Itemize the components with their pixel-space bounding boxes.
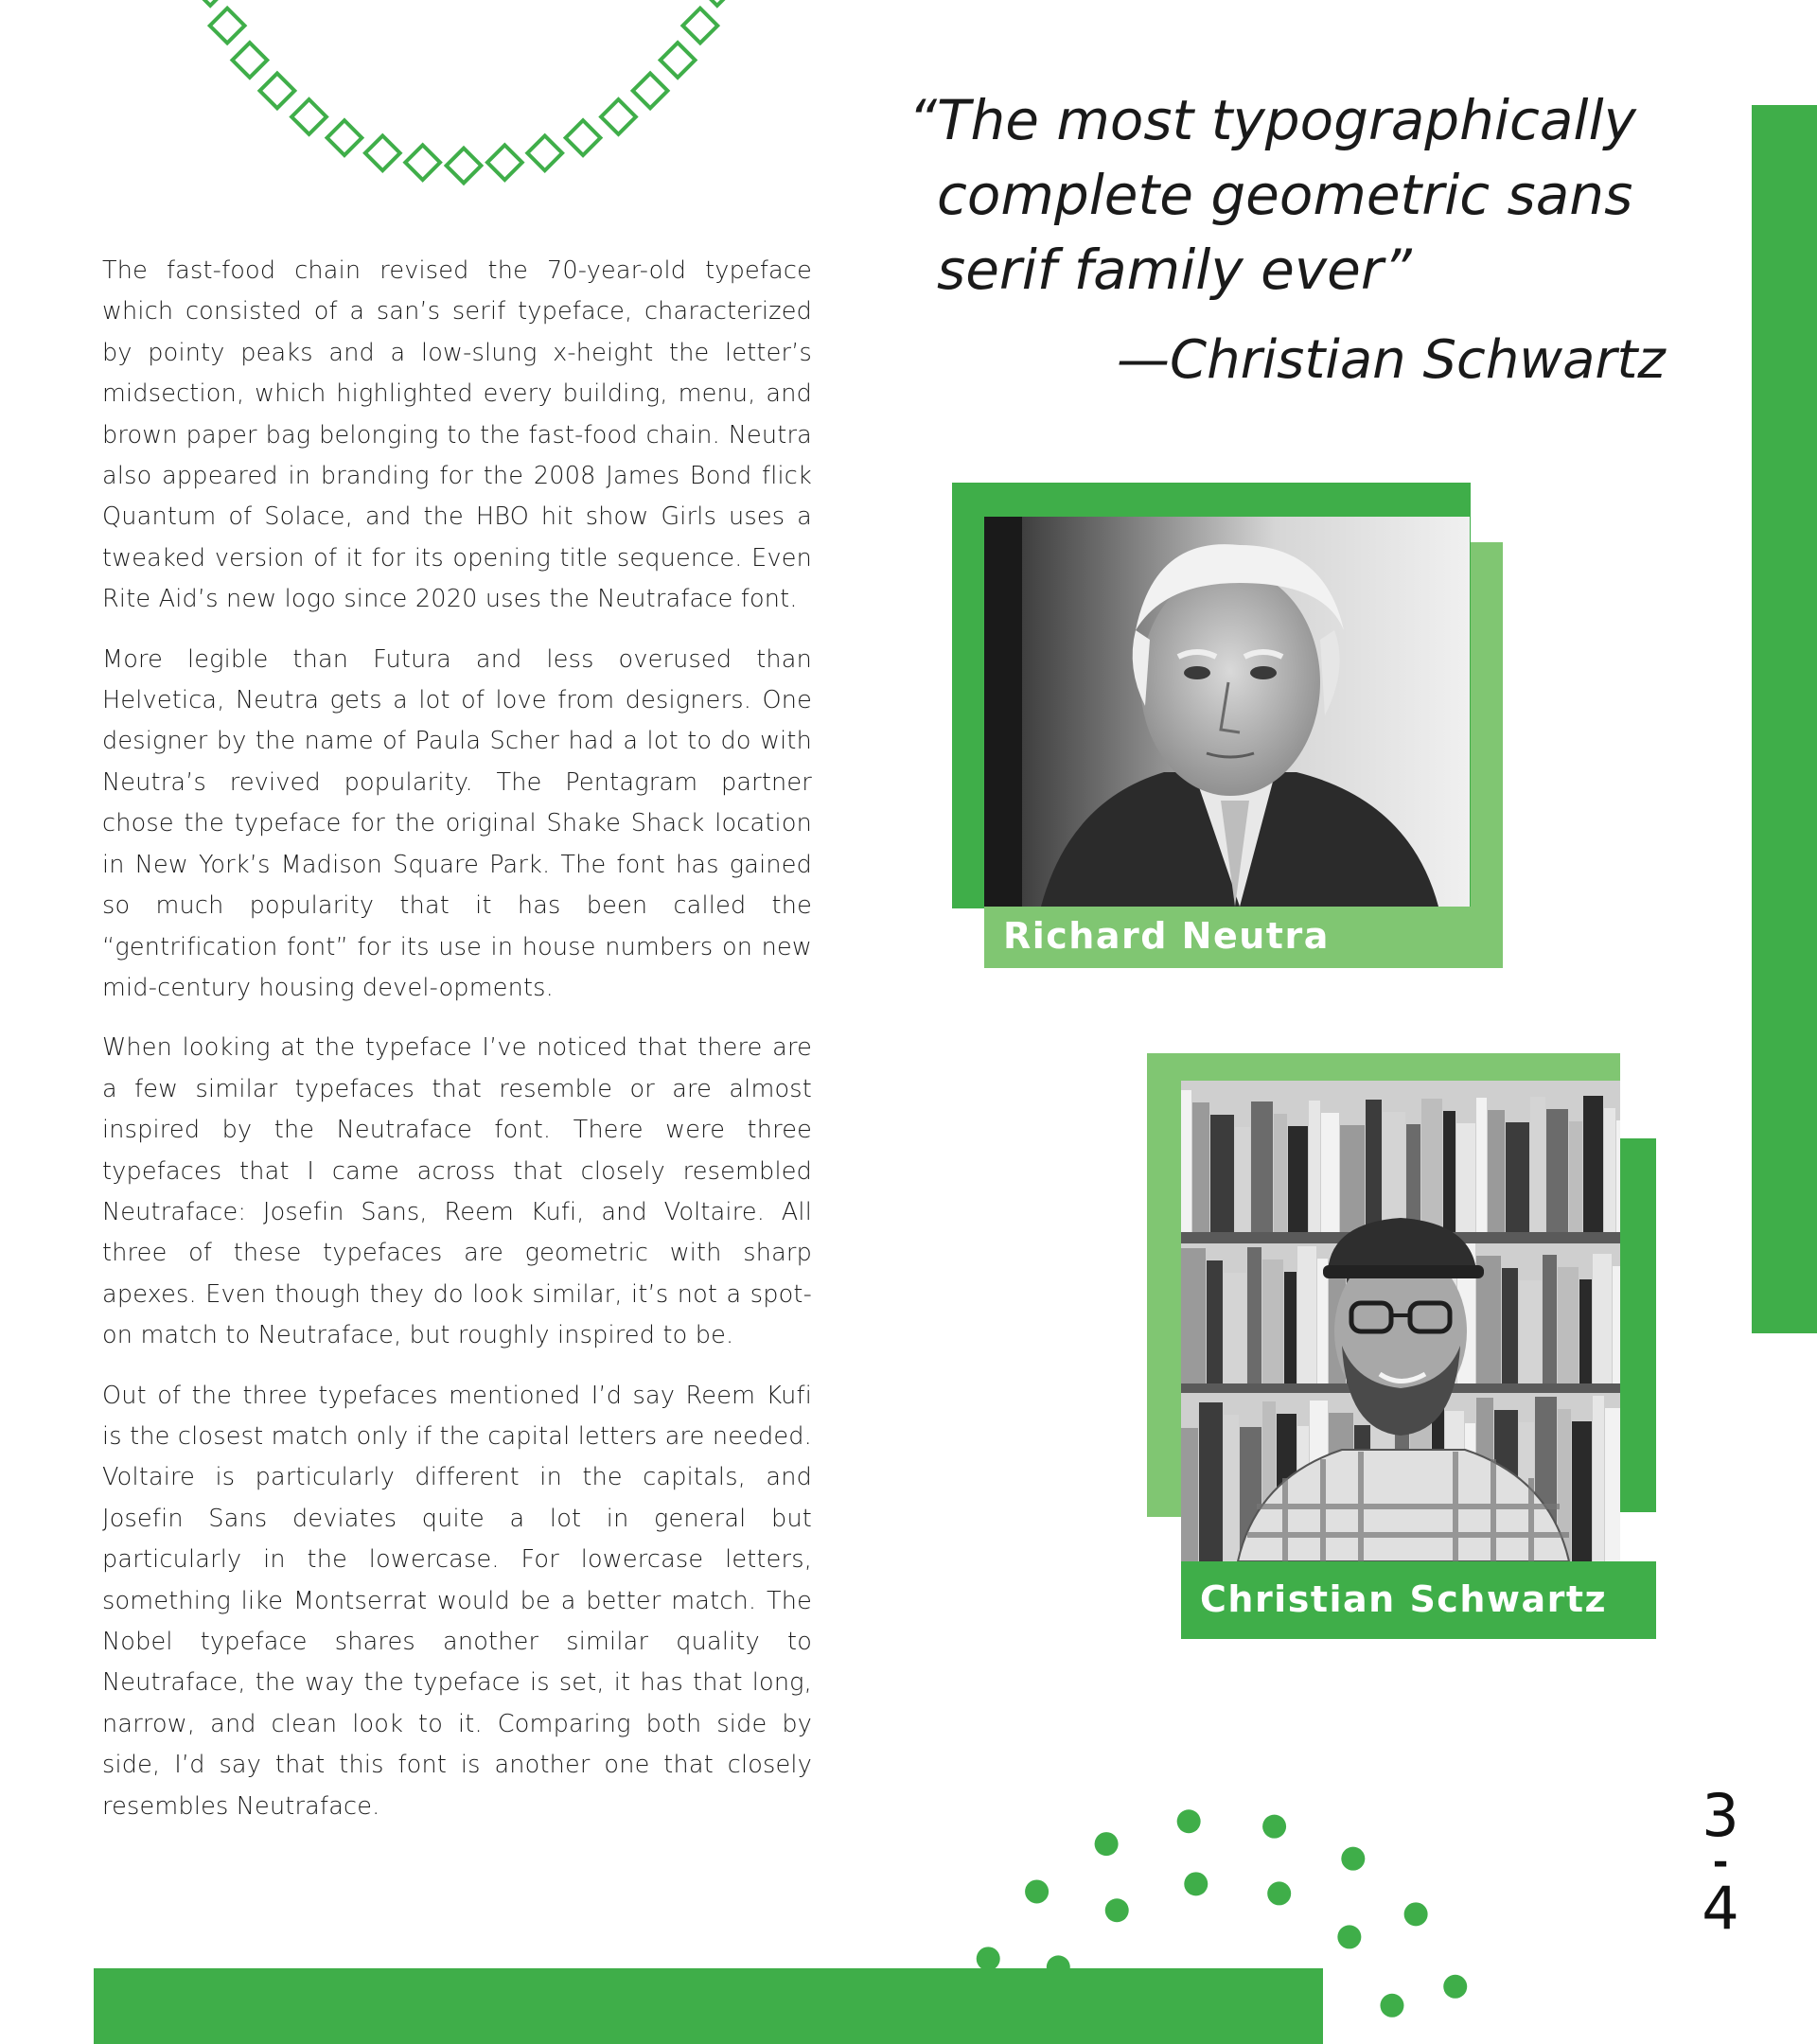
book-spine	[1181, 1428, 1198, 1561]
right-accent-bar	[1752, 105, 1817, 1333]
paragraph-2: More legible than Futura and less overused than Helvetica, Neutra gets a lot of love from designers. One designer by the name of Paula Scher had a lot to do with Neutra’s revived popularity. The Pentagram partner chose the typeface for the original Shake Shack location in New York’s Madison Square Park. The font has gained so much popularity that it has been called the “gentrification font” for its use in house numbers on new mid-century housing devel-opments.	[102, 644, 812, 1002]
book-spine	[1207, 1260, 1223, 1383]
book-spine	[1543, 1255, 1557, 1383]
book-spine	[1593, 1396, 1604, 1561]
arc-dot	[1025, 1879, 1049, 1903]
name-label-richard-neutra: Richard Neutra	[1003, 915, 1330, 957]
chain-diamond	[682, 9, 717, 44]
quote-attribution: —Christian Schwartz	[1117, 329, 1666, 391]
quote-line-2: complete geometric sans	[937, 163, 1633, 227]
book-spine	[1321, 1113, 1339, 1232]
article-body	[102, 251, 812, 1846]
book-spine	[1530, 1097, 1545, 1232]
book-spine	[1558, 1267, 1579, 1383]
book-spine	[1546, 1109, 1568, 1232]
book-spine	[1340, 1125, 1365, 1232]
book-spine	[1366, 1100, 1382, 1232]
book-spine	[1406, 1124, 1420, 1232]
chain-diamond	[566, 120, 601, 155]
book-spine	[1456, 1123, 1475, 1232]
arc-dot	[1443, 1975, 1467, 1999]
pull-quote	[908, 83, 1636, 308]
bottom-accent-bar	[94, 1968, 1323, 2044]
portrait-richard-neutra	[984, 517, 1470, 907]
book-spine	[1192, 1102, 1209, 1232]
arc-dot	[1380, 1994, 1403, 2018]
book-spine	[1593, 1254, 1612, 1383]
arc-dot	[1337, 1925, 1361, 1948]
name-label-christian-schwartz: Christian Schwartz	[1200, 1578, 1608, 1620]
arc-dot	[1095, 1832, 1119, 1856]
book-spine	[1605, 1408, 1620, 1561]
book-spine	[1572, 1421, 1592, 1561]
quote-line-1: “The most typographically	[908, 88, 1636, 152]
book-spine	[1421, 1099, 1442, 1232]
book-spine	[1284, 1272, 1297, 1383]
chain-diamond	[193, 0, 228, 6]
chain-diamond	[327, 120, 362, 155]
chain-diamond	[633, 73, 668, 108]
book-spine	[1569, 1121, 1582, 1232]
book-spine	[1288, 1126, 1308, 1232]
book-spine	[1488, 1110, 1505, 1232]
chain-diamond	[447, 149, 482, 184]
chain-diamond	[365, 135, 400, 170]
paragraph-3: When looking at the typeface I’ve noticed that there are a few similar typefaces that resemble or are almost inspired by the Neutraface font. There were three typefaces that I came across that closely resembled Neutraface: Josefin Sans, Reem Kufi, and Voltaire. All three of these typefaces are geometric with sharp apexes. Even though they do look similar, it’s not a spot-on match to Neutraface, but roughly inspired to be.	[102, 1033, 812, 1350]
chain-diamond	[291, 99, 326, 134]
book-spine	[1199, 1402, 1223, 1561]
book-spine	[1251, 1101, 1273, 1232]
paragraph-4: Out of the three typefaces mentioned I’d say Reem Kufi is the closest match only if the capital letters are needed. Voltaire is particularly different in the capitals, and Josefin Sans deviates quite a lot in general but particularly in the lowercase. For lowercase letters, something like Montserrat would be a better match. The Nobel typeface shares another similar quality to Neutraface, the way the typeface is set, it has that long, narrow, and clean look to it. Comparing both side by side, I’d say that this font is another one that closely resembles Neutraface.	[102, 1381, 812, 1821]
book-spine	[1224, 1273, 1246, 1383]
neutra-photo-illustration	[984, 517, 1470, 907]
book-spine	[1309, 1101, 1320, 1232]
arc-dot	[1262, 1815, 1286, 1839]
page-number-separator: -	[1712, 1841, 1729, 1884]
book-spine	[1613, 1266, 1620, 1383]
arc-dot	[1184, 1872, 1208, 1895]
book-spine	[1181, 1248, 1206, 1383]
chain-diamond	[661, 43, 696, 78]
chain-diamond	[405, 145, 440, 180]
page-number-right: 4	[1702, 1874, 1739, 1943]
chain-diamond	[699, 0, 734, 6]
book-spine	[1616, 1120, 1620, 1232]
book-spine	[1247, 1247, 1261, 1383]
paragraph-1: The fast-food chain revised the 70-year-old typeface which consisted of a san’s serif typeface, characterized by pointy peaks and a low-slung x-height the letter’s midsection, which highlighted every building, menu, and brown paper bag belonging to the fast-food chain. Neutra also appeared in branding for the 2008 James Bond flick Quantum of Solace, and the HBO hit show Girls uses a tweaked version of it for its opening title sequence. Even Rite Aid’s new logo since 2020 uses the Neutraface font.	[102, 256, 812, 614]
page-number	[1692, 1781, 1749, 1943]
book-spine	[1502, 1268, 1518, 1383]
book-spine	[1210, 1115, 1234, 1232]
book-spine	[1604, 1108, 1615, 1232]
book-spine	[1443, 1111, 1455, 1232]
chain-diamond	[260, 73, 295, 108]
book-spine	[1297, 1246, 1316, 1383]
book-spine	[1262, 1260, 1283, 1383]
book-spine	[1519, 1280, 1542, 1383]
arc-dot	[1341, 1847, 1365, 1871]
schwartz-photo-illustration	[1181, 1081, 1620, 1561]
book-spine	[1274, 1114, 1287, 1232]
book-spine	[1181, 1090, 1191, 1232]
diamond-chain-decoration	[180, 0, 748, 199]
book-spine	[1583, 1096, 1603, 1232]
chain-diamond	[601, 99, 636, 134]
chain-diamond	[210, 9, 245, 44]
book-spine	[1506, 1122, 1529, 1232]
portrait-christian-schwartz	[1181, 1081, 1620, 1561]
arc-dot	[1267, 1881, 1291, 1905]
book-spine	[1224, 1415, 1239, 1561]
arc-dot	[977, 1947, 1000, 1970]
arc-dot	[1177, 1809, 1201, 1833]
quote-line-3: serif family ever”	[937, 238, 1412, 302]
page-number-left: 3	[1702, 1781, 1739, 1850]
book-spine	[1383, 1112, 1405, 1232]
chain-diamond	[233, 43, 268, 78]
arc-dot	[1404, 1902, 1428, 1926]
book-spine	[1579, 1279, 1592, 1383]
chain-diamond	[527, 135, 562, 170]
chain-diamond	[487, 145, 522, 180]
book-spine	[1235, 1127, 1250, 1232]
arc-dot	[1105, 1898, 1129, 1922]
book-spine	[1476, 1098, 1487, 1232]
